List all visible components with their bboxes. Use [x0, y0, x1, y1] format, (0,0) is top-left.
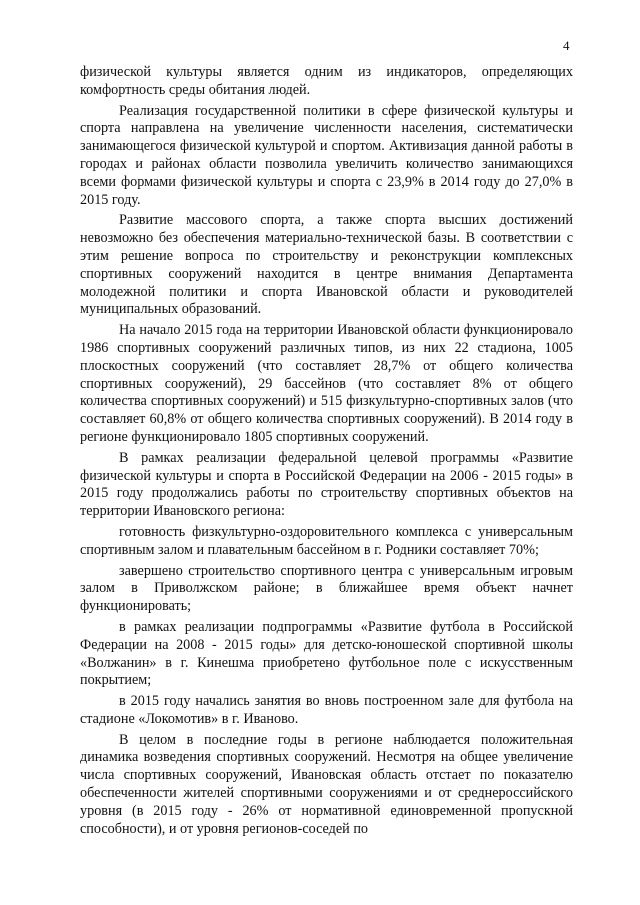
list-item-kineshma: в рамках реализации подпрограммы «Развитие футбола в Российской Федерации на 2008 - 2015 годы» для детско-юношеской спортивной школы «Волжанин» в г. Кинешма приобретено футбольное поле с искусственным покрытием; [80, 618, 573, 689]
document-body [80, 64, 573, 841]
paragraph-intro-continuation: физической культуры является одним из индикаторов, определяющих комфортность среды обитания людей. [80, 64, 573, 98]
paragraph-federal-program: В рамках реализации федеральной целевой программы «Развитие физической культуры и спорта в Российской Федерации на 2006 - 2015 годы» в 2015 году продолжались работы по строительству спортивных объектов на территории Ивановского региона: [80, 449, 573, 520]
list-item-ivanovo: в 2015 году начались занятия во вновь построенном зале для футбола на стадионе «Локомотив» в г. Иваново. [80, 693, 573, 727]
list-item-privolzhsky: завершено строительство спортивного центра с универсальным игровым залом в Приволжском районе; в ближайшее время объект начнет функционировать; [80, 562, 573, 615]
paragraph-state-policy: Реализация государственной политики в сфере физической культуры и спорта направлена на увеличение численности населения, систематически занимающегося физической культурой и спортом. Активизация данной работы в городах и районах области позволила увеличить количество занимающихся всеми формами физической культуры и спорта с 23,9% в 2014 году до 27,0% в 2015 году. [80, 102, 573, 208]
paragraph-facilities-2015: На начало 2015 года на территории Ивановской области функционировало 1986 спортивных сооружений различных типов, из них 22 стадиона, 1005 плоскостных сооружений (что составляет 28,7% от общего количества спортивных сооружений), 29 бассейнов (что составляет 8% от общего количества спортивных сооружений) и 515 физкультурно-спортивных залов (что составляет 60,8% от общего количества спортивных сооружений). В 2014 году в регионе функционировало 1805 спортивных сооружений. [80, 322, 573, 445]
paragraph-mass-sport: Развитие массового спорта, а также спорта высших достижений невозможно без обеспечения материально-технической базы. В соответствии с этим решение вопроса по строительству и реконструкции комплексных спортивных сооружений находится в центре внимания Департамента молодежной политики и спорта Ивановской области и руководителей муниципальных образований. [80, 212, 573, 318]
list-item-rodniki: готовность физкультурно-оздоровительного комплекса с универсальным спортивным залом и плавательным бассейном в г. Родники составляет 70%; [80, 523, 573, 558]
page-number: 4 [563, 38, 570, 53]
paragraph-dynamics: В целом в последние годы в регионе наблюдается положительная динамика возведения спортивных сооружений. Несмотря на общее увеличение числа спортивных сооружений, Ивановская область отстает по показателю обеспеченности жителей спортивными сооружениями и от среднероссийского уровня (в 2015 году - 26% от нормативной единовременной пропускной способности), и от уровня регионов-соседей по [80, 731, 573, 837]
